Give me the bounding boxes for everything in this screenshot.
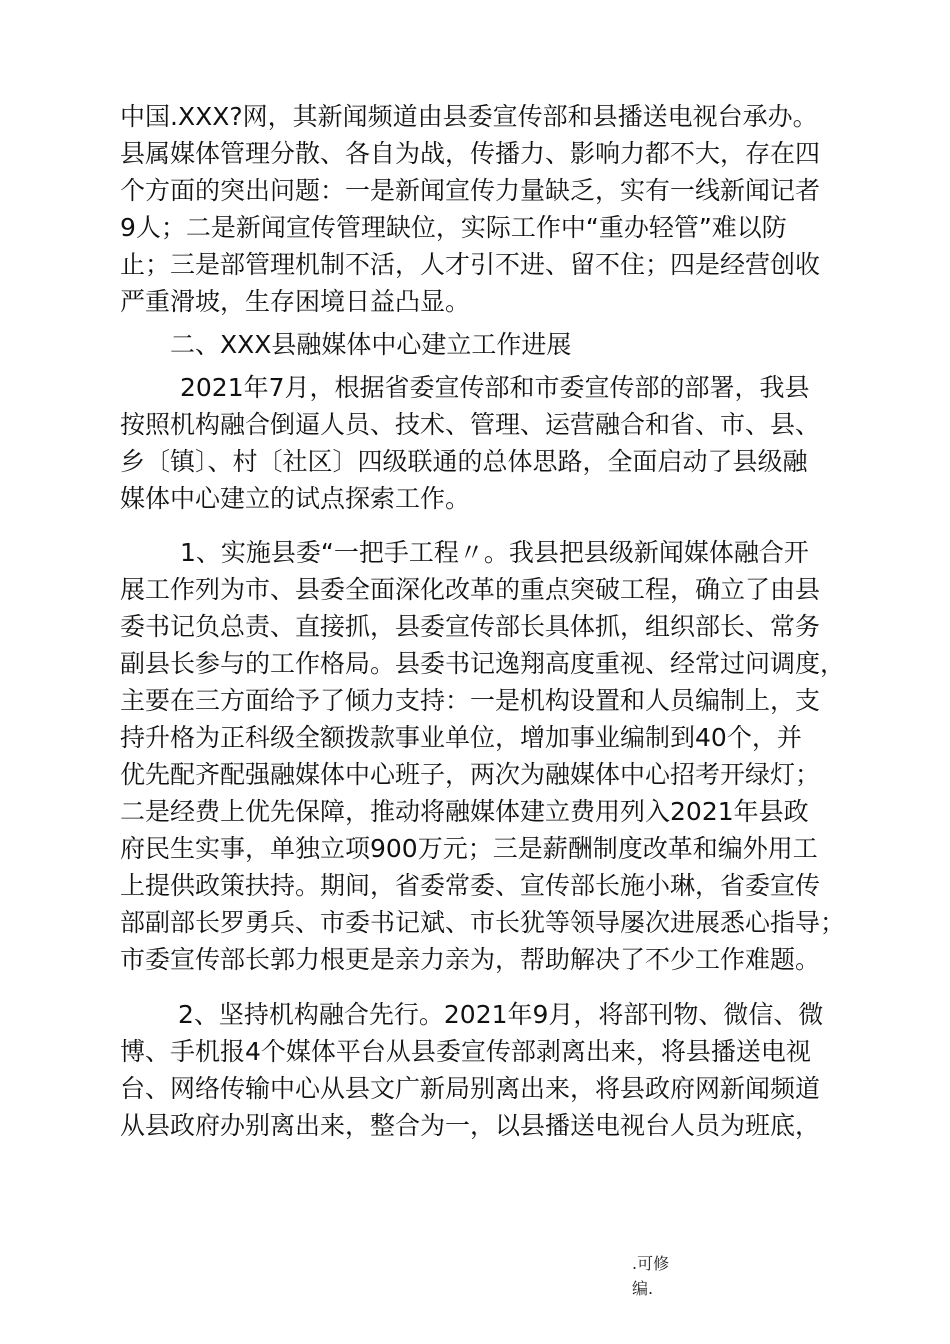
body-text-line: 县属媒体管理分散、各自为战，传播力、影响力都不大，存在四: [120, 139, 821, 168]
body-text-line: 博、手机报4个媒体平台从县委宣传部剥离出来，将县播送电视: [120, 1037, 811, 1066]
body-text-line: 主要在三方面给予了倾力支持：一是机构设置和人员编制上，支: [120, 686, 821, 715]
body-text-line: 止；三是部管理机制不活，人才引不进、留不住；四是经营创收: [120, 250, 821, 279]
body-text-line: 按照机构融合倒逼人员、技术、管理、运营融合和省、市、县、: [120, 410, 821, 439]
body-text-line: 9人；二是新闻宣传管理缺位，实际工作中“重办轻管”难以防: [120, 213, 787, 242]
footer-note-line-1: .可修: [632, 1254, 670, 1273]
body-text-line: 优先配齐配强融媒体中心班子，两次为融媒体中心招考开绿灯；: [120, 760, 821, 789]
body-text-line: 展工作列为市、县委全面深化改革的重点突破工程，确立了由县: [120, 575, 821, 604]
body-text-line: 副县长参与的工作格局。县委书记逸翔高度重视、经常过问调度，: [120, 649, 846, 678]
body-text-line: 严重滑坡，生存困境日益凸显。: [120, 287, 471, 316]
body-text-line: 1、实施县委“一把手工程〃。我县把县级新闻媒体融合开: [180, 538, 809, 567]
body-text-line: 委书记负总责、直接抓，县委宣传部长具体抓，组织部长、常务: [120, 612, 821, 641]
body-text-line: 二是经费上优先保障，推动将融媒体建立费用列入2021年县政: [120, 797, 809, 826]
body-text-line: 台、网络传输中心从县文广新局别离出来，将县政府网新闻频道: [120, 1074, 821, 1103]
body-text-line: 持升格为正科级全额拨款事业单位，增加事业编制到40个，并: [120, 723, 802, 752]
body-text-line: 从县政府办别离出来，整合为一，以县播送电视台人员为班底，: [120, 1111, 821, 1140]
section-heading: 二、XXX县融媒体中心建立工作进展: [170, 330, 572, 359]
body-text-line: 2、坚持机构融合先行。2021年9月，将部刊物、微信、微: [178, 1000, 824, 1029]
body-text-line: 市委宣传部长郭力根更是亲力亲为，帮助解决了不少工作难题。: [120, 945, 821, 974]
body-text-line: 媒体中心建立的试点探索工作。: [120, 484, 471, 513]
body-text-line: 府民生实事，单独立项900万元；三是薪酬制度改革和编外用工: [120, 834, 818, 863]
footer-note-line-2: 编.: [632, 1279, 654, 1298]
body-text-line: 乡〔镇〕、村〔社区〕四级联通的总体思路，全面启动了县级融: [120, 447, 808, 476]
body-text-line: 部副部长罗勇兵、市委书记斌、市长犹等领导屡次进展悉心指导；: [120, 908, 846, 937]
body-text-line: 中国.XXX?网，其新闻频道由县委宣传部和县播送电视台承办。: [120, 102, 818, 131]
body-text-line: 个方面的突出问题：一是新闻宣传力量缺乏，实有一线新闻记者: [120, 176, 821, 205]
body-text-line: 2021年7月，根据省委宣传部和市委宣传部的部署，我县: [180, 373, 810, 402]
body-text-line: 上提供政策扶持。期间，省委常委、宣传部长施小琳，省委宣传: [120, 871, 821, 900]
